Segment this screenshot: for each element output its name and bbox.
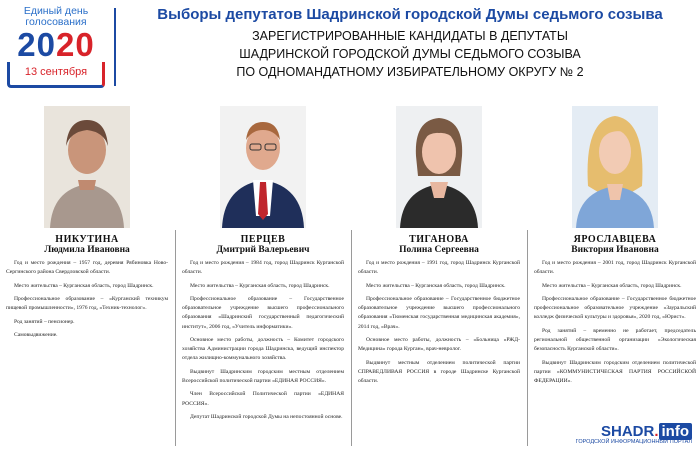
bio-paragraph: Основное место работы, должность – Комитет городского хозяйства Администрации города Шадринска, ведущий инспектор отдела жилищно-коммунального хозяйства. [182, 336, 344, 362]
bio-paragraph: Год и место рождения – 1957 год, деревня Рябиновка Ново-Сергинского района Свердловской области. [6, 260, 168, 276]
candidate-surname: ПЕРЦЕВ [240, 234, 286, 245]
brand-tld: info [659, 423, 693, 440]
candidate-names: Виктория Ивановна [571, 245, 659, 255]
brand-tagline: ГОРОДСКОЙ ИНФОРМАЦИОННЫЙ ПОРТАЛ [575, 439, 692, 445]
candidate-bio [358, 259, 520, 390]
candidate-surname: ЯРОСЛАВЦЕВА [573, 234, 657, 245]
portrait-woman-young-icon [396, 106, 482, 228]
bio-paragraph: Профессиональное образование – Государственное бюджетное образовательное учреждение высшего профессионального образования «Тюменская государственная медицинская академия», 2014 год, «Врач». [358, 295, 520, 330]
shadr-info-logo[interactable] [576, 424, 692, 445]
bio-paragraph: Место жительства – Курганская область, город Шадринск. [190, 282, 330, 289]
bio-paragraph: Год и место рождения – 2001 год, город Шадринск Курганской области. [534, 260, 696, 276]
bio-paragraph: Член Всероссийской Политической партии «ЕДИНАЯ РОССИЯ». [182, 391, 344, 407]
logo-year-part1: 20 [17, 26, 56, 63]
candidate-photo [44, 106, 130, 228]
bio-paragraph: Выдвинут Шадринским городским местным отделением Всероссийской политической партии «ЕДИНАЯ РОССИЯ». [182, 368, 344, 384]
logo-divider [114, 8, 116, 86]
portrait-man-suit-icon [220, 106, 306, 228]
brand-wordmark [576, 424, 692, 439]
logo-year [6, 28, 106, 61]
bio-paragraph: Выдвинут Шадринским городским отделением политической партии «КОММУНИСТИЧЕСКАЯ ПАРТИЯ РОССИЙСКОЙ ФЕДЕРАЦИИ». [534, 359, 696, 384]
subtitle-line3: ПО ОДНОМАНДАТНОМУ ИЗБИРАТЕЛЬНОМУ ОКРУГУ № 2 [236, 65, 584, 79]
candidate-names: Полина Сергеевна [399, 245, 479, 255]
logo-line2: голосования [25, 16, 87, 28]
candidate-card [528, 100, 700, 450]
bio-paragraph: Год и место рождения – 1991 год, город Шадринск Курганской области. [358, 260, 520, 276]
portrait-woman-blonde-icon [572, 106, 658, 228]
bio-paragraph: Депутат Шадринской городской Думы на непостоянной основе. [190, 413, 343, 420]
logo-caption [6, 6, 106, 28]
bio-paragraph: Место жительства – Курганская область, город Шадринск. [366, 282, 506, 289]
bio-paragraph: Выдвинут местным отделением политической партии СПРАВЕДЛИВАЯ РОССИЯ в городе Шадринске Курганской области. [358, 359, 520, 384]
bio-paragraph: Год и место рождения – 1984 год, город Шадринск Курганской области. [182, 260, 344, 276]
candidate-bio [6, 259, 168, 344]
bio-paragraph: Профессиональное образование – Государственное образовательное учреждение высшего профессионального образования «Шадринский государственный педагогический институт», 2006 год, «Учитель информатики». [182, 295, 344, 330]
candidate-surname: НИКУТИНА [55, 234, 119, 245]
subtitle-line1: ЗАРЕГИСТРИРОВАННЫЕ КАНДИДАТЫ В ДЕПУТАТЫ [252, 29, 568, 43]
logo-date: 13 сентября [24, 66, 88, 78]
bio-paragraph: Профессиональное образование – «Курганский техникум пищевой промышленности», 1976 год, «Техник-технолог». [6, 295, 168, 312]
candidate-bio [182, 259, 344, 426]
bio-paragraph: Профессиональное образование – Государственное бюджетное профессиональное образовательное учреждение «Зауральский колледж физической культуры и здоровья», 2020 год, «Юрист». [534, 295, 696, 321]
candidate-names: Людмила Ивановна [44, 245, 130, 255]
logo-year-part2: 20 [56, 26, 95, 63]
candidate-card [0, 100, 174, 450]
bio-paragraph: Основное место работы, должность – «Больница «РЖД-Медицина» города Курган», врач-невролог. [358, 336, 520, 353]
bio-paragraph: Род занятий – временно не работает, председатель региональной общественной организации «Экологическая безопасность Курганской области». [534, 327, 696, 353]
candidate-card [176, 100, 350, 450]
candidate-names: Дмитрий Валерьевич [216, 245, 310, 255]
bio-paragraph: Место жительства – Курганская область, город Шадринск. [542, 282, 682, 289]
election-day-logo [6, 6, 106, 88]
candidate-photo [396, 106, 482, 228]
portrait-woman-elderly-icon [44, 106, 130, 228]
candidate-photo [572, 106, 658, 228]
brand-name: SHADR [600, 423, 655, 440]
candidate-photo [220, 106, 306, 228]
candidate-card [352, 100, 526, 450]
subtitle-line2: ШАДРИНСКОЙ ГОРОДСКОЙ ДУМЫ СЕДЬМОГО СОЗЫВА [239, 47, 581, 61]
logo-line1: Единый день [23, 5, 89, 17]
bio-paragraph: Род занятий – пенсионер. [14, 318, 75, 325]
page-title: Выборы депутатов Шадринской городской Думы седьмого созыва [157, 6, 663, 23]
candidate-bio [534, 259, 696, 390]
candidate-surname: ТИГАНОВА [409, 234, 469, 245]
bio-paragraph: Место жительства – Курганская область, город Шадринск. [14, 282, 154, 289]
bio-paragraph: Самовыдвижение. [14, 331, 58, 338]
brand-dot: . [654, 423, 659, 440]
page-subtitle [130, 27, 690, 81]
